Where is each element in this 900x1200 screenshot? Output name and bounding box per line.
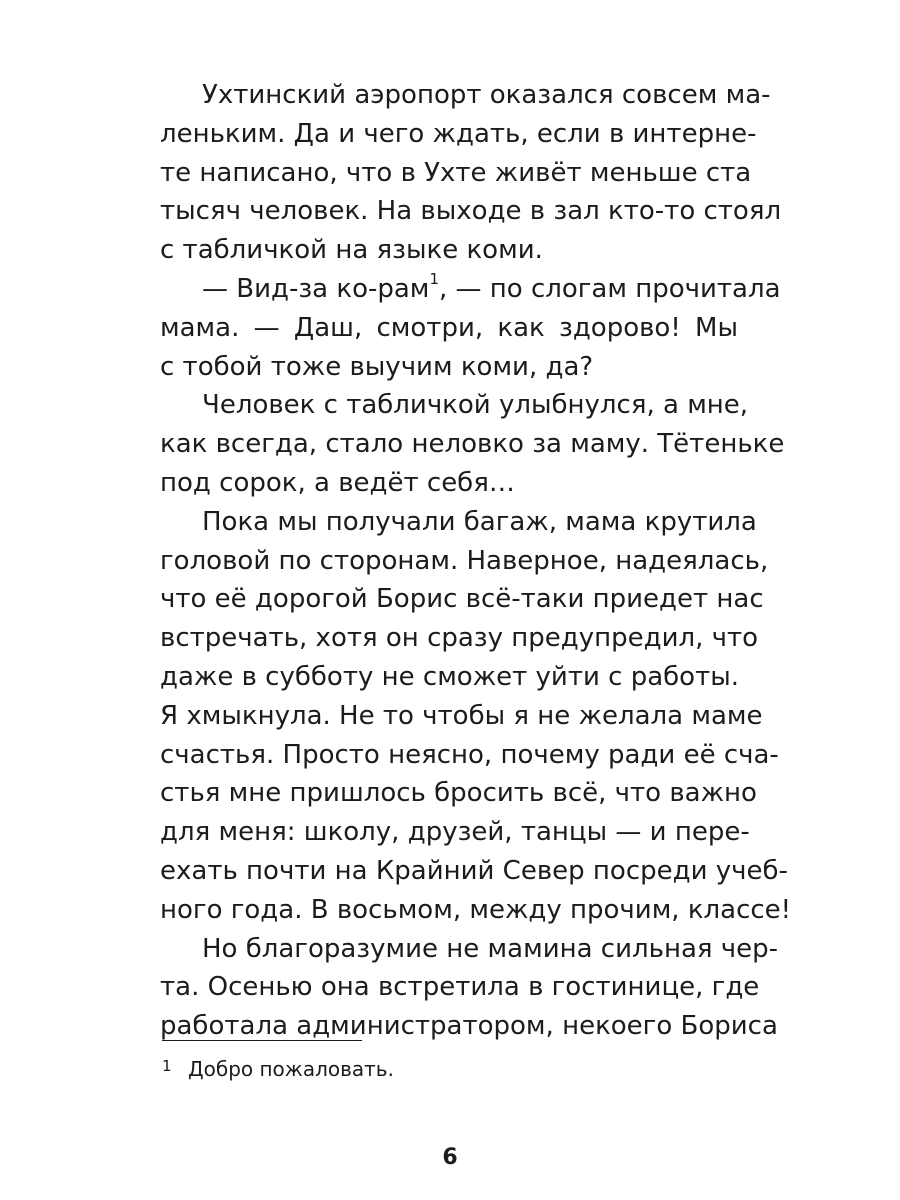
- text-line: стья мне пришлось бросить всё, что важно: [160, 778, 757, 809]
- text-line: ного года. В восьмом, между прочим, классе!: [160, 894, 792, 925]
- text-line: Но благоразумие не мамина сильная чер-: [202, 933, 779, 964]
- page-number: 6: [442, 1145, 458, 1170]
- text-line: та. Осенью она встретила в гостинице, где: [160, 972, 760, 1003]
- text-segment: — Вид-за ко-рам: [202, 273, 430, 304]
- text-line: счастья. Просто неясно, почему ради её сча-: [160, 739, 779, 770]
- text-line: с табличкой на языке коми.: [160, 235, 543, 266]
- paragraph: [160, 503, 792, 930]
- footnote-text: Добро пожаловать.: [188, 1057, 394, 1081]
- paragraph: [160, 270, 781, 386]
- footnote: [162, 1052, 394, 1083]
- text-line: для меня: школу, друзей, танцы — и пере-: [160, 817, 750, 848]
- text-line: Человек с табличкой улыбнулся, а мне,: [202, 390, 749, 421]
- main-text: [160, 76, 792, 1046]
- footnote-reference: 1: [429, 270, 439, 289]
- text-line: мама. — Даш, смотри, как здорово! Мы: [160, 312, 738, 343]
- text-line: головой по сторонам. Наверное, надеялась,: [160, 545, 769, 576]
- text-line: даже в субботу не сможет уйти с работы.: [160, 661, 740, 692]
- text-line: как всегда, стало неловко за маму. Тётеньке: [160, 429, 785, 460]
- text-line: тысяч человек. На выходе в зал кто-то стоял: [160, 196, 782, 227]
- footnote-mark: 1: [162, 1057, 172, 1075]
- paragraph: [160, 386, 785, 502]
- footnote-divider: [162, 1040, 362, 1041]
- text-line: под сорок, а ведёт себя…: [160, 467, 515, 498]
- text-line: те написано, что в Ухте живёт меньше ста: [160, 157, 752, 188]
- text-segment: , — по слогам прочитала: [438, 273, 781, 304]
- text-line: ехать почти на Крайний Север посреди учеб-: [160, 855, 788, 886]
- paragraph: [160, 76, 782, 270]
- text-line: Я хмыкнула. Не то чтобы я не желала маме: [160, 700, 763, 731]
- paragraph: [160, 930, 779, 1046]
- text-line: [160, 270, 781, 309]
- text-line: с тобой тоже выучим коми, да?: [160, 351, 594, 382]
- text-line: что её дорогой Борис всё-таки приедет нас: [160, 584, 764, 615]
- text-line: работала администратором, некоего Бориса: [160, 1011, 778, 1042]
- text-line: встречать, хотя он сразу предупредил, что: [160, 623, 759, 654]
- text-line: Ухтинский аэропорт оказался совсем ма-: [202, 80, 771, 110]
- text-line: Пока мы получали багаж, мама крутила: [202, 506, 757, 537]
- text-line: леньким. Да и чего ждать, если в интерне-: [160, 118, 757, 149]
